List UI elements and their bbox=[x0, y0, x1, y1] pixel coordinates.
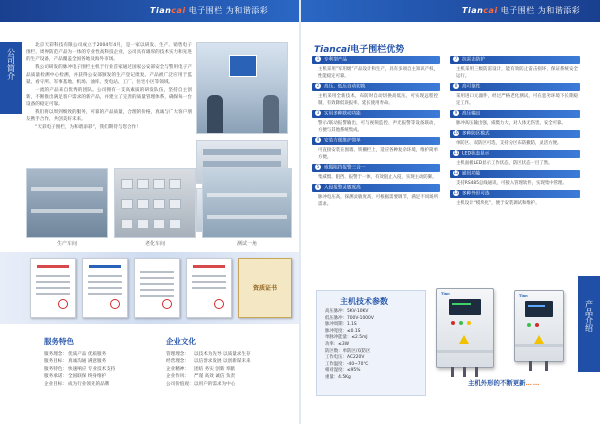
spec-row: 脉冲宽度：≤0.1S bbox=[325, 328, 361, 334]
advantage-item: 4 安装方便维护简单 可直接安装在围墙、铁栅栏上，适应各种复杂环境，维护简单方便。 bbox=[312, 137, 440, 161]
advantages-column-left bbox=[312, 56, 440, 211]
culture-line: 企业精神： 团结 务实 创新 奉献 bbox=[166, 366, 236, 372]
office-photo bbox=[196, 42, 288, 134]
spec-row: 重量：4.5Kg bbox=[325, 374, 351, 380]
section-tab-product-intro bbox=[578, 276, 600, 372]
header-slogan-right: 电子围栏 为和谐添彩 bbox=[500, 6, 581, 15]
spec-row: 相对湿度：≤95% bbox=[325, 368, 361, 374]
feature-line: 服务承诺：全国联保 终身维护 bbox=[44, 374, 107, 380]
advantage-item: 2 高压、低压自动切换 主机采用全新技术，布防时自动切换高低压，可实现远程控制，有效降低误报率，延长使用寿命。 bbox=[312, 83, 440, 107]
spec-row: 高压脉冲：5KV-10KV bbox=[325, 309, 369, 314]
header-slogan-left: 电子围栏 为和谐添彩 bbox=[188, 6, 269, 15]
caption-production: 生产车间 bbox=[56, 241, 77, 247]
intro-paragraph: “天彩电子围栏，为和谐添彩”，我们期待与您合作！ bbox=[35, 125, 141, 131]
page-spine bbox=[299, 0, 301, 424]
advantages-column-right bbox=[450, 56, 580, 210]
culture-line: 管理理念： 以技术为先导 以质量求生存 bbox=[166, 352, 251, 357]
section-tab-company-profile bbox=[0, 42, 22, 114]
spec-row: 工作温度：-40~70℃ bbox=[325, 361, 369, 367]
service-features bbox=[44, 336, 115, 388]
certificate bbox=[30, 258, 76, 318]
advantage-item: 1 专利型产品 主机采用“军用级”产品设计和生产，具有多项自主知识产权，性能稳定可靠。 bbox=[312, 56, 440, 80]
company-intro bbox=[26, 42, 192, 132]
corporate-culture-title: 企业文化 bbox=[166, 337, 196, 346]
certificate-title: 资质证书 bbox=[252, 285, 277, 292]
section-tab-label: 公司简介 bbox=[6, 48, 16, 80]
advantage-item: 9 高压输出 脉冲高压输出强，威慑力大，对人体无伤害，安全可靠。 bbox=[450, 110, 580, 127]
production-workshop-photo bbox=[26, 168, 108, 238]
advantage-item: 11 LED状态显示 主机面板LED显示工作状态，防区状态一目了然。 bbox=[450, 150, 580, 167]
header-logo-left: Tiancai 电子围栏 为和谐添彩 bbox=[150, 6, 269, 15]
advantages-title: Tiancai电子围栏优势 bbox=[314, 45, 405, 55]
spec-row: 工作电压：AC220V bbox=[325, 355, 365, 361]
spec-row: 防区数：单防区/双防区 bbox=[325, 348, 371, 354]
aging-workshop-photo bbox=[114, 168, 196, 238]
host-device-image: Tian bbox=[436, 288, 494, 368]
advantage-item: 5 威慑阻挡报警三合一 集威慑、阻挡、报警于一体，有效阻止入侵，实现主动防御。 bbox=[312, 164, 440, 181]
spec-row: 脉冲周期：1.1S bbox=[325, 322, 357, 328]
spec-row: 低压脉冲：700V-1000V bbox=[325, 315, 374, 321]
certificate bbox=[82, 258, 128, 318]
feature-line: 企业目标：成为行业领先的品牌 bbox=[44, 381, 110, 387]
feature-line: 服务目标：真诚沟通 满意服务 bbox=[44, 359, 107, 365]
advantage-item: 8 高可靠性 采用进口元器件，经过严格老化测试，可在恶劣环境下长期稳定工作。 bbox=[450, 83, 580, 107]
culture-line: 公司价值观：以用户的需求为中心 bbox=[166, 381, 236, 387]
intro-paragraph: 我公司研发的脉冲电子围栏主机于行业首家通过国家公安部安全与警用电子产品质量检测中心检测，并获得公安部颁发的生产登记批复。产品被广泛应用于监狱、看守所、军事基地、机场、油库、变电站、工厂、住宅小区等领域。 bbox=[26, 65, 192, 85]
caption-aging: 老化车间 bbox=[144, 241, 165, 247]
advantage-item: 3 实用多种联动功能 警示/联动报警输出，可与视频监控、声光报警等设备联动，方便与其他系统集成。 bbox=[312, 110, 440, 134]
advantage-item: 7 抗雷击防护 主机采用三级防雷设计，能有效防止雷击损坏，保证系统安全运行。 bbox=[450, 56, 580, 80]
culture-line: 企业作风： 严谨 高效 诚信 负责 bbox=[166, 374, 236, 380]
testing-corner-photo bbox=[202, 168, 292, 238]
spec-row: 单脉冲能量：≤2.5mJ bbox=[325, 335, 368, 341]
host-device-image: Tian bbox=[514, 290, 564, 362]
intro-paragraph: 我们将以周到细致的服务，可靠的产品质量，合理的价格，真诚与广大客户朋友携手合作，共创美好未来。 bbox=[26, 110, 192, 123]
section-tab-label: 产品介绍 bbox=[584, 300, 594, 332]
corporate-culture bbox=[166, 336, 251, 388]
certificate bbox=[186, 258, 232, 318]
certificate bbox=[134, 258, 180, 318]
advantage-item: 10 多种防区模式 单防区、双防区可选，支持分区布防撤防，灵活方便。 bbox=[450, 130, 580, 147]
feature-line: 服务特色：快速响应 专业技术支持 bbox=[44, 366, 116, 372]
service-features-title: 服务特色 bbox=[44, 337, 74, 346]
spec-title: 主机技术参数 bbox=[340, 297, 388, 306]
advantage-item: 6 入侵报警灵敏度高 脉冲电压高，探测灵敏度高，可根据需要调节，满足不同场所需求。 bbox=[312, 184, 440, 208]
advantage-item: 13 多种外形可选 主机设计“模块化”，便于安装调试和维护。 bbox=[450, 190, 580, 207]
intro-paragraph: 北京天彩科技有限公司成立于2004年4月，是一家以研发、生产、销售电子围栏、周界防范产品为一体的专业性高科技企业，公司具有雄厚的技术实力和先进的生产设备，产品覆盖全国各地及海外市场。 bbox=[26, 43, 192, 63]
advantage-item: 12 通讯功能 支持RS485总线通讯，可接入管理软件，实现集中管理。 bbox=[450, 170, 580, 187]
header-logo-right: Tiancai 电子围栏 为和谐添彩 bbox=[462, 6, 581, 15]
caption-testing: 测试一角 bbox=[236, 241, 257, 247]
intro-paragraph: 一流的产品来自优秀的团队。公司拥有一支高素质的研发队伍，坚持自主创新，不断推出满足客户需求的新产品，并建立了完善的质量管理体系，确保每一台设备的稳定可靠。 bbox=[26, 87, 192, 108]
device-caption: 主机外形的不断更新…… bbox=[468, 379, 541, 387]
spec-row: 功率：≤3W bbox=[325, 341, 349, 347]
culture-line: 经营理念： 以信誉求发展 以创新谋未来 bbox=[166, 359, 251, 365]
qualification-certificate bbox=[238, 258, 292, 318]
feature-line: 服务理念：优质产品 优质服务 bbox=[44, 352, 107, 357]
